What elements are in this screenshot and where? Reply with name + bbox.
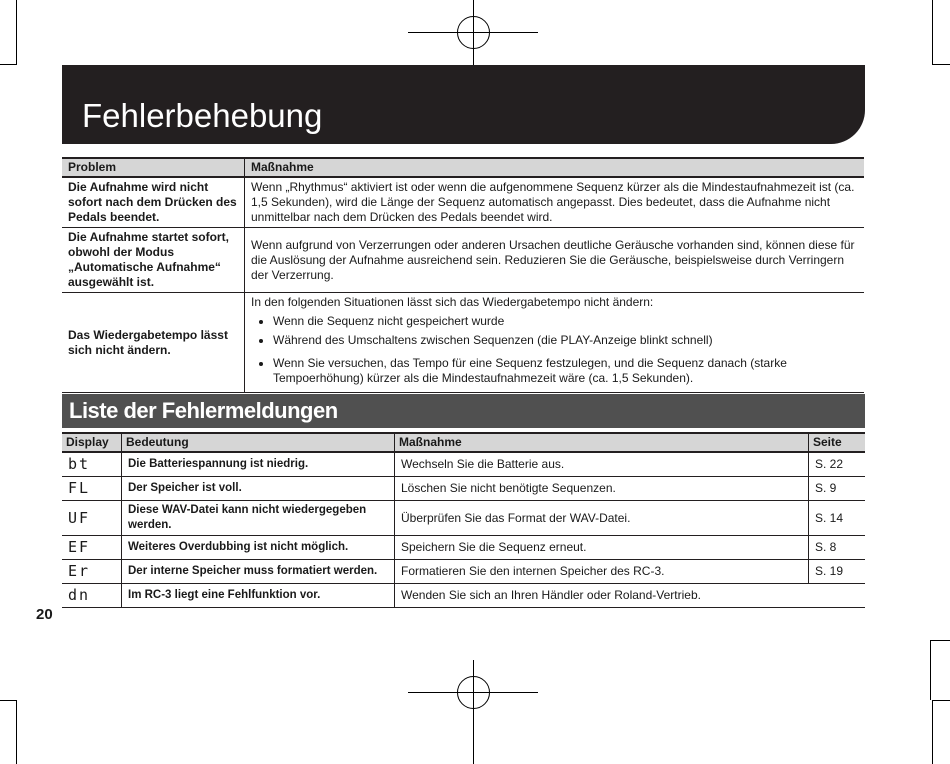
table-row <box>62 452 865 477</box>
table-row <box>62 293 864 393</box>
crop-mark <box>0 700 17 701</box>
table-header-row <box>62 158 864 177</box>
list-item: • Während des Umschaltens zwischen Sequenzen (die PLAY-Anzeige blinkt schnell) <box>273 333 858 348</box>
crop-mark <box>16 700 17 764</box>
column-header-problem: Problem <box>62 158 245 177</box>
column-header-meaning: Bedeutung <box>122 433 395 452</box>
list-item: • Wenn Sie versuchen, das Tempo für eine Sequenz festzulegen, und die Sequenz danach (starke Tempoerhöhung) kürzer als die Mindestaufnahmezeit wäre (ca. 1,5 Sekunden). <box>273 356 858 386</box>
problem-cell: Die Aufnahme wird nicht sofort nach dem Drücken des Pedals beendet. <box>62 177 245 228</box>
table-row <box>62 501 865 536</box>
registration-circle <box>457 16 490 49</box>
action-cell: Wenn aufgrund von Verzerrungen oder anderen Ursachen deutliche Geräusche vorhanden sind, können diese für die Auslösung der Aufnahme ausreichend sein. Reduzieren Sie die Geräusche, beispielsweise durch Verringern der Verzerrung. <box>245 228 865 293</box>
action-cell: Wenden Sie sich an Ihren Händler oder Roland-Vertrieb. <box>395 584 866 608</box>
column-header-display: Display <box>62 433 122 452</box>
title-banner <box>62 65 865 144</box>
crop-mark <box>932 700 950 701</box>
problem-cell: Die Aufnahme startet sofort, obwohl der Modus „Automatische Aufnahme“ ausgewählt ist. <box>62 228 245 293</box>
action-cell: Wenn „Rhythmus“ aktiviert ist oder wenn die aufgenommene Sequenz kürzer als die Mindestaufnahmezeit ist (ca. 1,5 Sekunden), wird die Länge der Sequenz automatisch angepasst. Dies bedeutet, dass die Aufnahme nicht unmittelbar nach dem Drücken des Pedals beendet wird. <box>245 177 865 228</box>
display-code: bt <box>62 452 122 477</box>
registration-circle <box>457 676 490 709</box>
meaning-cell: Diese WAV-Datei kann nicht wiedergegeben werden. <box>122 501 395 536</box>
display-code: EF <box>62 536 122 560</box>
page-cell: S. 22 <box>809 452 866 477</box>
section-header <box>62 394 865 428</box>
error-messages-table <box>62 432 865 608</box>
crop-mark <box>932 700 933 764</box>
table-row <box>62 536 865 560</box>
action-cell: Überprüfen Sie das Format der WAV-Datei. <box>395 501 809 536</box>
page-cell: S. 8 <box>809 536 866 560</box>
action-cell: Wechseln Sie die Batterie aus. <box>395 452 809 477</box>
action-cell: Formatieren Sie den internen Speicher des RC-3. <box>395 560 809 584</box>
table-row <box>62 177 864 228</box>
page-number: 20 <box>36 606 53 623</box>
page-cell: S. 19 <box>809 560 866 584</box>
column-header-action: Maßnahme <box>245 158 865 177</box>
column-header-page: Seite <box>809 433 866 452</box>
crop-mark <box>16 0 17 64</box>
meaning-cell: Der Speicher ist voll. <box>122 477 395 501</box>
action-cell <box>245 293 865 393</box>
page-cell: S. 14 <box>809 501 866 536</box>
meaning-cell: Im RC-3 liegt eine Fehlfunktion vor. <box>122 584 395 608</box>
page-cell: S. 9 <box>809 477 866 501</box>
bullet-list <box>251 314 858 386</box>
crop-mark <box>932 0 933 64</box>
problem-cell: Das Wiedergabetempo lässt sich nicht ändern. <box>62 293 245 393</box>
action-cell: Speichern Sie die Sequenz erneut. <box>395 536 809 560</box>
meaning-cell: Weiteres Overdubbing ist nicht möglich. <box>122 536 395 560</box>
meaning-cell: Die Batteriespannung ist niedrig. <box>122 452 395 477</box>
list-item: • Wenn die Sequenz nicht gespeichert wurde <box>273 314 858 329</box>
table-row <box>62 228 864 293</box>
crop-mark <box>932 64 950 65</box>
display-code: Er <box>62 560 122 584</box>
display-code: dn <box>62 584 122 608</box>
crop-mark <box>930 640 931 700</box>
action-intro: In den folgenden Situationen lässt sich das Wiedergabetempo nicht ändern: <box>251 295 654 309</box>
troubleshooting-table <box>62 157 864 393</box>
column-header-action: Maßnahme <box>395 433 809 452</box>
meaning-cell: Der interne Speicher muss formatiert werden. <box>122 560 395 584</box>
page-title: Fehlerbehebung <box>82 97 323 134</box>
table-header-row <box>62 433 865 452</box>
crop-mark <box>930 640 950 641</box>
display-code: UF <box>62 501 122 536</box>
section-title: Liste der Fehlermeldungen <box>69 398 338 423</box>
crop-mark <box>0 64 17 65</box>
table-row <box>62 477 865 501</box>
table-row <box>62 584 865 608</box>
display-code: FL <box>62 477 122 501</box>
action-cell: Löschen Sie nicht benötigte Sequenzen. <box>395 477 809 501</box>
table-row <box>62 560 865 584</box>
